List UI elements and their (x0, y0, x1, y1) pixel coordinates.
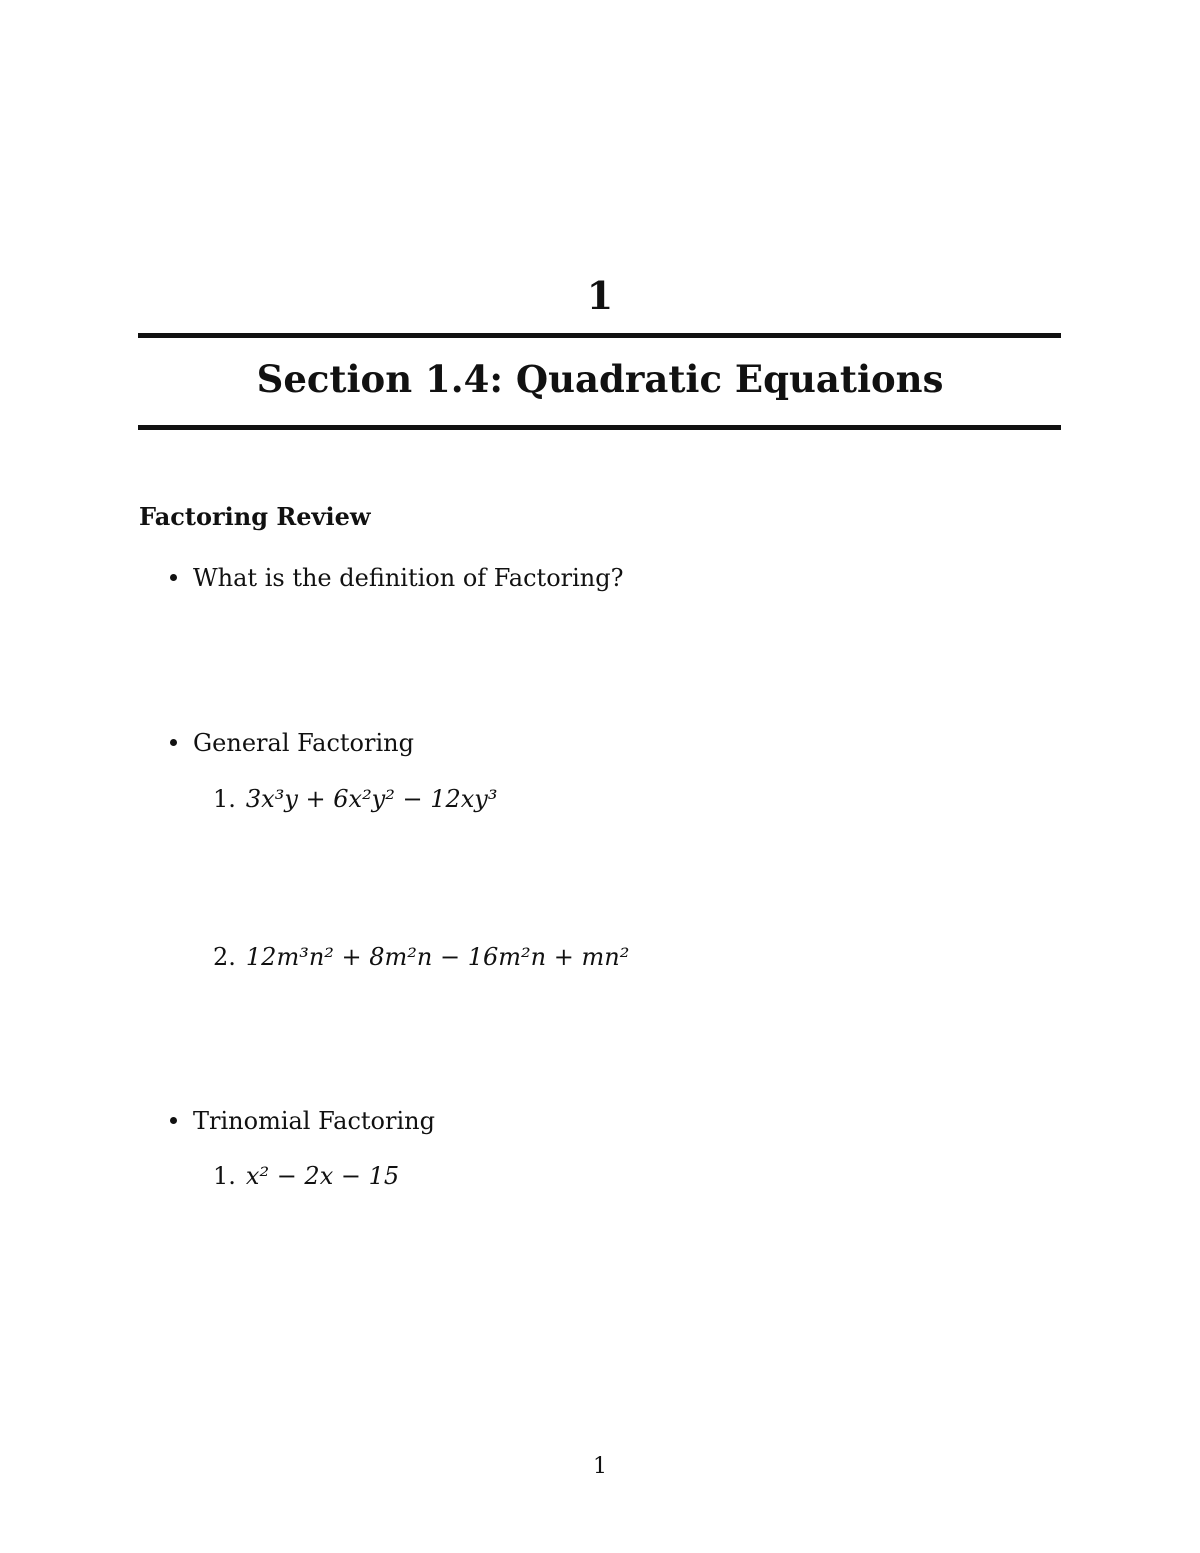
bullet-text: Trinomial Factoring (193, 1107, 435, 1135)
bullet-trinomial-factoring (170, 1104, 435, 1138)
page-number: 1 (593, 1454, 607, 1479)
chapter-number: 1 (586, 273, 614, 318)
title-rule-top (138, 333, 1061, 338)
bullet-dot-icon (170, 574, 177, 581)
bullet-dot-icon (170, 1117, 177, 1124)
item-number: 1. (213, 1162, 236, 1190)
bullet-text: What is the definition of Factoring? (193, 564, 624, 592)
general-item-1 (213, 782, 497, 816)
item-number: 2. (213, 943, 236, 971)
bullet-text: General Factoring (193, 729, 414, 757)
section-title: Section 1.4: Quadratic Equations (256, 357, 944, 401)
subsection-title: Factoring Review (139, 502, 371, 531)
bullet-general-factoring (170, 726, 414, 760)
item-expression: 3x³y + 6x²y² − 12xy³ (245, 785, 498, 813)
bullet-definition (170, 561, 624, 595)
title-rule-bottom (138, 425, 1061, 430)
item-expression: 12m³n² + 8m²n − 16m²n + mn² (245, 943, 630, 971)
trinomial-item-1 (213, 1159, 399, 1193)
item-expression: x² − 2x − 15 (245, 1162, 400, 1190)
general-item-2 (213, 940, 629, 974)
item-number: 1. (213, 785, 236, 813)
bullet-dot-icon (170, 739, 177, 746)
